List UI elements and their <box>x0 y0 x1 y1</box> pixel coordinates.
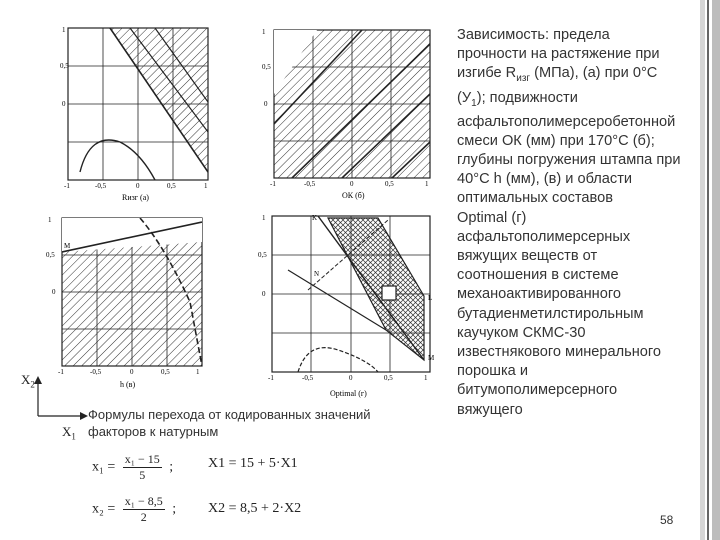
tick-label: 0,5 <box>258 251 267 259</box>
region-label-n: N <box>314 270 320 278</box>
tick-label: 0,5 <box>385 180 394 188</box>
desc-line: 40°С h (мм), (в) и области <box>457 171 633 188</box>
desc-fragment: ); подвижности <box>476 89 578 106</box>
desc-line: битумополимерсерного <box>457 382 618 399</box>
tick-label: 1 <box>48 216 52 224</box>
tick-label: 0,5 <box>161 368 170 376</box>
tick-label: 0,5 <box>167 182 176 190</box>
conversion-title-line: Формулы перехода от кодированных значений <box>88 407 371 422</box>
tick-label: 0 <box>136 182 140 190</box>
desc-line: Зависимость: предела <box>457 27 610 43</box>
desc-line: бутадиенметилстирольным <box>457 305 644 322</box>
desc-line: Optimal (г) <box>457 209 527 226</box>
tick-label: -1 <box>268 374 274 382</box>
desc-line: асфальтополимерсеробетонной <box>457 113 676 130</box>
desc-line: оптимальных составов <box>457 190 613 207</box>
tick-label: -1 <box>58 368 64 376</box>
tick-label: -1 <box>270 180 276 188</box>
tick-label: 0,5 <box>46 251 55 259</box>
desc-line <box>457 89 707 113</box>
formula-numerator: x₁ − 8,5 <box>124 494 163 508</box>
tick-label: 1 <box>425 180 429 188</box>
formula-2-natural: X2 = 8,5 + 2·X2 <box>208 501 302 516</box>
plot-d <box>258 210 440 406</box>
tick-label: 1 <box>62 26 66 34</box>
formula-fraction <box>123 494 165 525</box>
tick-label: -1 <box>64 182 70 190</box>
desc-line: порошка и <box>457 363 528 380</box>
formula-denominator: 5 <box>139 468 146 482</box>
formula-lhs: x₁ = <box>92 459 116 475</box>
formula-end: ; <box>169 459 174 475</box>
desc-fragment: изгибе R <box>457 65 517 82</box>
curve-label-m: M <box>64 242 71 250</box>
plot-caption: Optimal (г) <box>330 389 367 398</box>
desc-line: соотношения в системе <box>457 267 619 284</box>
tick-label: 0,5 <box>60 62 69 70</box>
plot-a <box>60 22 220 210</box>
figure-description <box>457 26 707 420</box>
plot-caption: ОК (б) <box>342 191 365 200</box>
axis-x1-main: X <box>62 424 72 439</box>
desc-fragment: (У <box>457 89 472 106</box>
plot-b <box>262 24 440 206</box>
plot-c <box>40 212 210 397</box>
desc-subscript: изг <box>516 73 531 85</box>
tick-label: 0 <box>62 100 66 108</box>
formula-denominator: 2 <box>140 510 147 524</box>
axis-arrows <box>30 376 90 420</box>
axis-label-x2 <box>21 372 35 390</box>
tick-label: 0 <box>349 374 353 382</box>
desc-subscript: 1 <box>471 97 477 109</box>
tick-label: 1 <box>424 374 428 382</box>
tick-label: -0,5 <box>95 182 107 190</box>
formula-1-coded <box>92 452 173 483</box>
formula-lhs: x₂ = <box>92 501 116 517</box>
desc-line: известнякового минерального <box>457 344 662 361</box>
tick-label: 1 <box>262 214 266 222</box>
desc-line <box>457 64 707 88</box>
region-label-k: K <box>312 214 318 222</box>
formula-end: ; <box>172 501 177 517</box>
desc-line: механоактивированного <box>457 286 621 303</box>
tick-label: -0,5 <box>302 374 314 382</box>
tick-label: 0 <box>262 290 266 298</box>
desc-line: прочности на растяжение при <box>457 46 660 63</box>
formula-1-natural: X1 = 15 + 5·X1 <box>208 456 298 471</box>
region-label-l: L <box>428 294 433 302</box>
axis-x1-sub: 1 <box>71 431 76 442</box>
conversion-title <box>88 406 418 440</box>
tick-label: 1 <box>196 368 200 376</box>
desc-fragment: (МПа), (а) при 0°С <box>530 65 658 82</box>
axis-label-x1 <box>62 424 76 442</box>
tick-label: 0 <box>350 180 354 188</box>
formula-fraction <box>123 452 162 483</box>
conversion-title-line: факторов к натурным <box>88 424 219 439</box>
desc-line: каучуком СКМС-30 <box>457 324 586 341</box>
tick-label: -0,5 <box>304 180 316 188</box>
slide-edge-mid <box>712 0 720 540</box>
formula-numerator: x₁ − 15 <box>124 452 160 466</box>
desc-line: асфальтополимерсерных <box>457 228 631 245</box>
tick-label: 1 <box>204 182 208 190</box>
desc-line: глубины погружения штампа при <box>457 152 681 169</box>
tick-label: 0,5 <box>384 374 393 382</box>
axis-x2-sub: 2 <box>30 379 35 390</box>
region-label-m: M <box>428 354 435 362</box>
plot-caption: h (в) <box>120 380 136 389</box>
desc-line: вяжущих веществ от <box>457 248 598 265</box>
desc-line: вяжущего <box>457 401 523 418</box>
axis-x2-main: X <box>21 372 31 387</box>
tick-label: 0 <box>52 288 56 296</box>
plot-caption: Rизг (а) <box>122 193 149 202</box>
formula-2-coded <box>92 494 176 525</box>
slide-edge-dark <box>707 0 709 540</box>
tick-label: 0 <box>264 100 268 108</box>
tick-label: 1 <box>262 28 266 36</box>
page-number: 58 <box>660 513 674 527</box>
desc-line: смеси ОК (мм) при 170°С (б); <box>457 132 655 149</box>
tick-label: 0,5 <box>262 63 271 71</box>
tick-label: 0 <box>130 368 134 376</box>
tick-label: -0,5 <box>90 368 102 376</box>
